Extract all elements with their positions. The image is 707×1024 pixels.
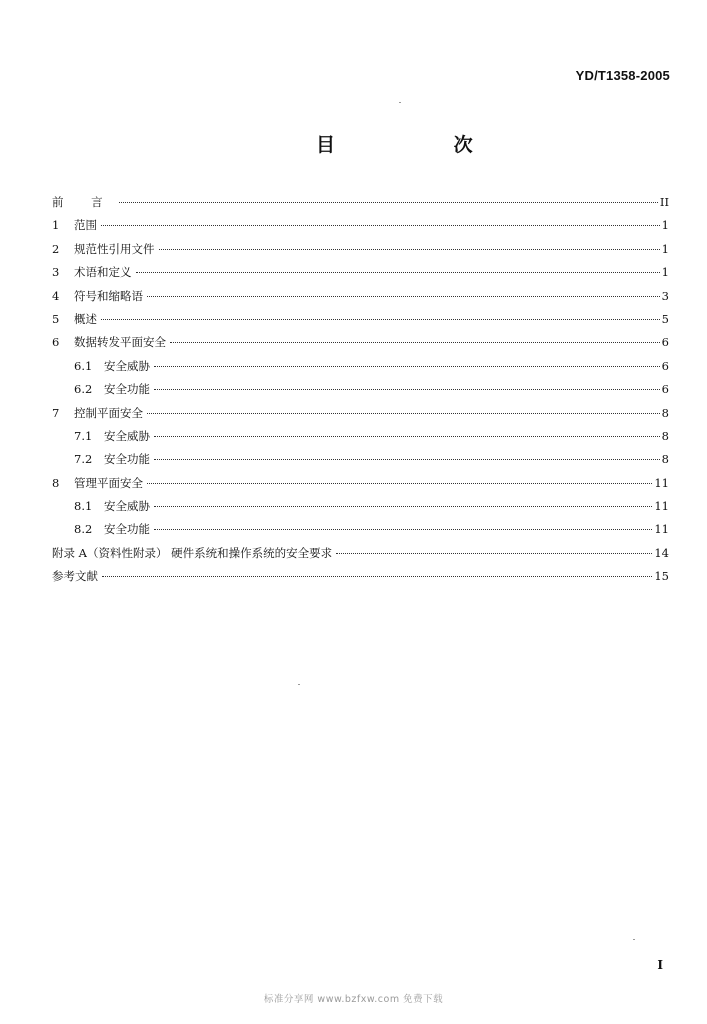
scan-speck — [399, 102, 401, 103]
toc-entry-page: 8 — [661, 452, 669, 467]
toc-entry-number: 8 — [52, 475, 60, 490]
toc-entry-number: 7.2 — [74, 452, 93, 467]
toc-leader-dots — [147, 295, 660, 297]
toc-entry[interactable] — [52, 217, 669, 240]
toc-leader-dots — [136, 271, 660, 273]
toc-leader-dots — [147, 482, 652, 484]
toc-entry-label: 安全功能 — [104, 522, 150, 537]
table-of-contents — [52, 194, 669, 592]
toc-leader-dots — [154, 365, 660, 367]
toc-entry-page: 8 — [661, 428, 669, 443]
toc-entry-page: 6 — [661, 358, 669, 373]
toc-entry[interactable] — [52, 381, 669, 404]
toc-entry-label: 管理平面安全 — [74, 475, 143, 490]
toc-entry[interactable] — [52, 451, 669, 474]
toc-leader-dots — [154, 528, 652, 530]
toc-entry-page: 1 — [661, 265, 669, 280]
toc-entry[interactable] — [52, 428, 669, 451]
toc-entry-number: 6.1 — [74, 358, 93, 373]
toc-entry[interactable] — [52, 194, 669, 217]
toc-entry-number: 8.1 — [74, 499, 93, 514]
page-number: I — [657, 958, 663, 972]
toc-entry-label: 安全威胁 — [104, 499, 150, 514]
toc-entry-label: 规范性引用文件 — [74, 241, 155, 256]
watermark-text: 标准分享网 www.bzfxw.com 免费下载 — [263, 994, 444, 1005]
scan-speck — [633, 939, 635, 940]
toc-leader-dots — [336, 552, 652, 554]
toc-entry-page: 3 — [661, 288, 669, 303]
toc-entry-page: 1 — [661, 241, 669, 256]
toc-entry-label: 安全功能 — [104, 382, 150, 397]
toc-entry-page: 15 — [654, 569, 669, 584]
toc-entry-number: 5 — [52, 311, 60, 326]
toc-entry-label: 符号和缩略语 — [74, 288, 143, 303]
toc-leader-dots — [170, 341, 660, 343]
toc-entry-page: 5 — [661, 311, 669, 326]
toc-leader-dots — [102, 575, 652, 577]
toc-entry-label: 附录 A（资料性附录） 硬件系统和操作系统的安全要求 — [52, 545, 333, 560]
toc-entry-label: 安全功能 — [104, 452, 150, 467]
toc-entry-label: 安全威胁 — [104, 428, 150, 443]
toc-leader-dots — [101, 224, 660, 226]
toc-entry[interactable] — [52, 241, 669, 264]
toc-entry[interactable] — [52, 358, 669, 381]
toc-leader-dots — [159, 248, 660, 250]
toc-entry[interactable] — [52, 334, 669, 357]
toc-entry-page: 6 — [661, 382, 669, 397]
toc-entry-number: 7.1 — [74, 428, 93, 443]
toc-entry-page: 11 — [654, 475, 669, 490]
toc-entry-label: 范围 — [74, 218, 97, 233]
toc-entry-page: 11 — [654, 522, 669, 537]
toc-entry[interactable] — [52, 568, 669, 591]
toc-entry-page: 6 — [661, 335, 669, 350]
toc-leader-dots — [119, 201, 658, 203]
toc-entry-page: 1 — [661, 218, 669, 233]
scan-speck — [298, 684, 300, 685]
toc-entry-label: 术语和定义 — [74, 265, 132, 280]
toc-entry[interactable] — [52, 475, 669, 498]
toc-entry-label: 前 言 — [52, 195, 115, 209]
toc-entry[interactable] — [52, 405, 669, 428]
toc-entry[interactable] — [52, 311, 669, 334]
toc-leader-dots — [154, 505, 652, 507]
document-code: YD/T1358-2005 — [575, 68, 670, 83]
toc-entry-number: 6 — [52, 335, 60, 350]
toc-entry-label: 参考文献 — [52, 569, 98, 584]
toc-entry-number: 8.2 — [74, 522, 93, 537]
toc-entry-number: 4 — [52, 288, 60, 303]
toc-entry-number: 7 — [52, 405, 60, 420]
toc-entry[interactable] — [52, 545, 669, 568]
toc-entry-label: 控制平面安全 — [74, 405, 143, 420]
toc-entry-number: 2 — [52, 241, 60, 256]
page-title: 目 次 — [316, 134, 529, 156]
toc-entry-page: II — [659, 195, 669, 209]
toc-entry[interactable] — [52, 264, 669, 287]
toc-leader-dots — [154, 388, 660, 390]
toc-entry[interactable] — [52, 521, 669, 544]
toc-entry-label: 安全威胁 — [104, 358, 150, 373]
toc-entry-page: 8 — [661, 405, 669, 420]
toc-entry-label: 概述 — [74, 311, 97, 326]
toc-entry[interactable] — [52, 498, 669, 521]
toc-entry-page: 14 — [654, 545, 669, 560]
toc-entry-label: 数据转发平面安全 — [74, 335, 166, 350]
toc-leader-dots — [154, 435, 660, 437]
toc-leader-dots — [147, 412, 660, 414]
toc-entry-number: 3 — [52, 265, 60, 280]
toc-entry-number: 6.2 — [74, 382, 93, 397]
toc-leader-dots — [101, 318, 660, 320]
toc-entry-page: 11 — [654, 499, 669, 514]
toc-leader-dots — [154, 458, 660, 460]
toc-entry-number: 1 — [52, 218, 60, 233]
toc-entry[interactable] — [52, 288, 669, 311]
